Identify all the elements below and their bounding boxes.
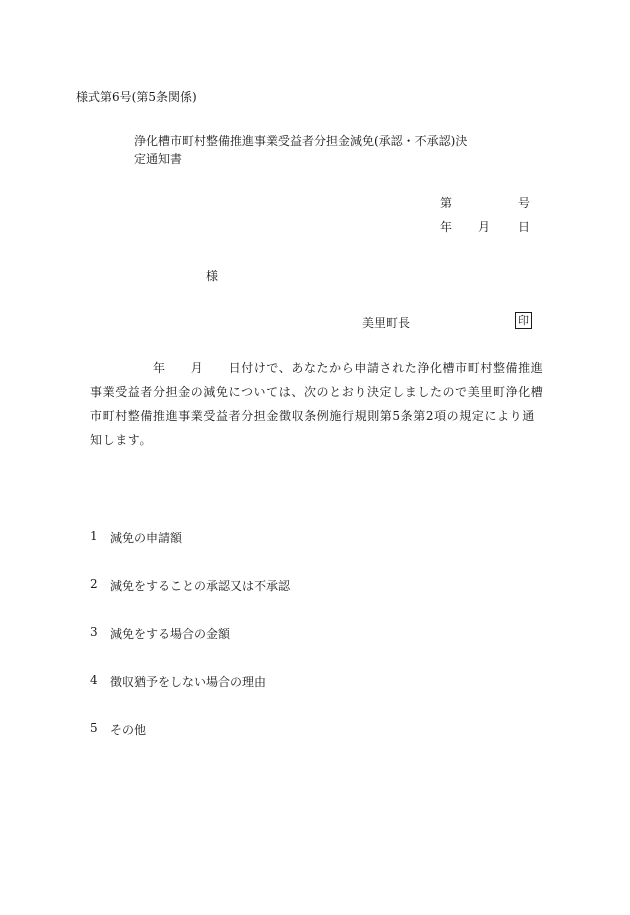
sender-name: 美里町長 (362, 316, 411, 330)
doc-number-prefix: 第 (440, 196, 453, 210)
title-line-1: 浄化槽市町村整備推進事業受益者分担金減免(承認・不承認)決 (134, 134, 468, 148)
item-number: 2 (90, 577, 98, 591)
date-month: 月 (478, 220, 491, 234)
document-title (134, 132, 467, 168)
body-line-1: 年 月 日付けで、あなたから申請された浄化槽市町村整備推進 (153, 361, 544, 375)
body-line-2: 事業受益者分担金の減免については、次のとおり決定しましたので美里町浄化槽 (90, 385, 544, 399)
item-number: 5 (90, 721, 98, 735)
body-line-3: 市町村整備推進事業受益者分担金徴収条例施行規則第5条第2項の規定により通 (90, 409, 535, 423)
title-line-2: 定通知書 (134, 152, 183, 166)
item-text: 徴収猶予をしない場合の理由 (110, 675, 267, 689)
form-label: 様式第6号(第5条関係) (76, 90, 197, 104)
doc-number-suffix: 号 (518, 196, 531, 210)
item-text: その他 (110, 723, 147, 737)
document-number (440, 194, 531, 211)
item-number: 3 (90, 625, 98, 639)
body-line-4: 知します。 (90, 433, 153, 447)
date-day: 日 (518, 220, 531, 234)
date-year: 年 (440, 220, 453, 234)
item-text: 減免をする場合の金額 (110, 627, 231, 641)
item-text: 減免をすることの承認又は不承認 (110, 579, 291, 593)
seal-stamp: 印 (515, 312, 532, 329)
notice-body (90, 356, 544, 452)
issue-date (440, 218, 531, 235)
item-number: 1 (90, 529, 98, 543)
item-number: 4 (90, 673, 98, 687)
addressee: 様 (206, 269, 219, 283)
item-text: 減免の申請額 (110, 531, 183, 545)
